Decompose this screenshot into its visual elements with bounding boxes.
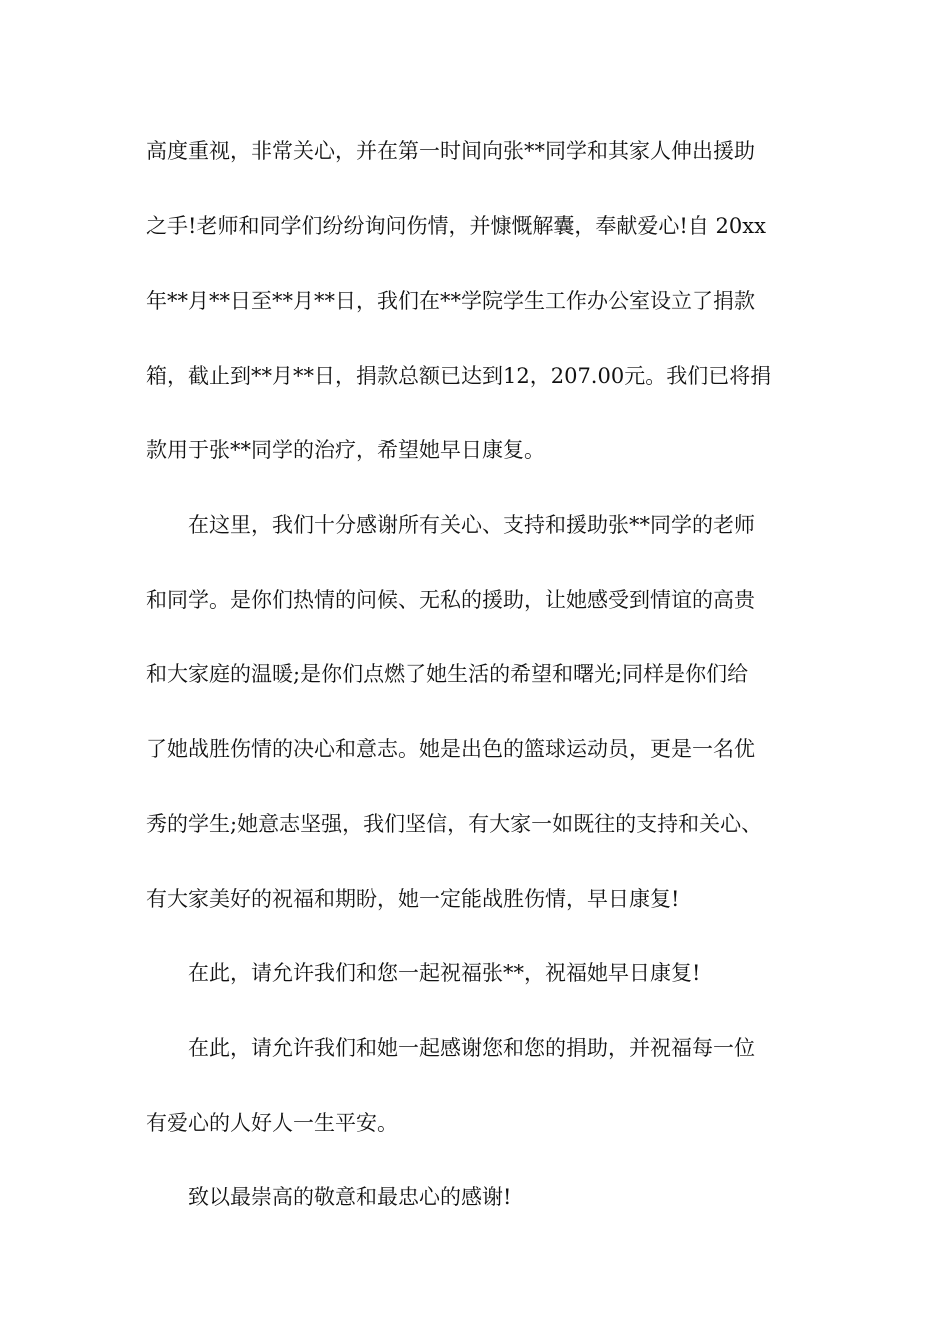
text-line: 款用于张**同学的治疗，希望她早日康复。 bbox=[146, 438, 545, 462]
text-line: 和同学。是你们热情的问候、无私的援助，让她感受到情谊的高贵 bbox=[146, 588, 755, 612]
text-line: 秀的学生;她意志坚强，我们坚信，有大家一如既往的支持和关心、 bbox=[146, 812, 763, 836]
text-line: 在此，请允许我们和您一起祝福张**，祝福她早日康复! bbox=[188, 961, 701, 985]
text-line: 了她战胜伤情的决心和意志。她是出色的篮球运动员，更是一名优 bbox=[146, 737, 755, 761]
text-line: 致以最崇高的敬意和最忠心的感谢! bbox=[188, 1185, 512, 1209]
text-line: 箱，截止到**月**日，捐款总额已达到12，207.00元。我们已将捐 bbox=[146, 364, 772, 388]
text-line: 有大家美好的祝福和期盼，她一定能战胜伤情，早日康复! bbox=[146, 887, 680, 911]
text-line: 有爱心的人好人一生平安。 bbox=[146, 1111, 398, 1135]
text-line: 年**月**日至**月**日，我们在**学院学生工作办公室设立了捐款 bbox=[146, 289, 755, 313]
text-line: 之手!老师和同学们纷纷询问伤情，并慷慨解囊，奉献爱心!自 20xx bbox=[146, 214, 766, 238]
text-line: 在此，请允许我们和她一起感谢您和您的捐助，并祝福每一位 bbox=[188, 1036, 755, 1060]
text-line: 和大家庭的温暖;是你们点燃了她生活的希望和曙光;同样是你们给 bbox=[146, 662, 749, 686]
text-line: 在这里，我们十分感谢所有关心、支持和援助张**同学的老师 bbox=[188, 513, 755, 537]
text-line: 高度重视，非常关心，并在第一时间向张**同学和其家人伸出援助 bbox=[146, 139, 755, 163]
